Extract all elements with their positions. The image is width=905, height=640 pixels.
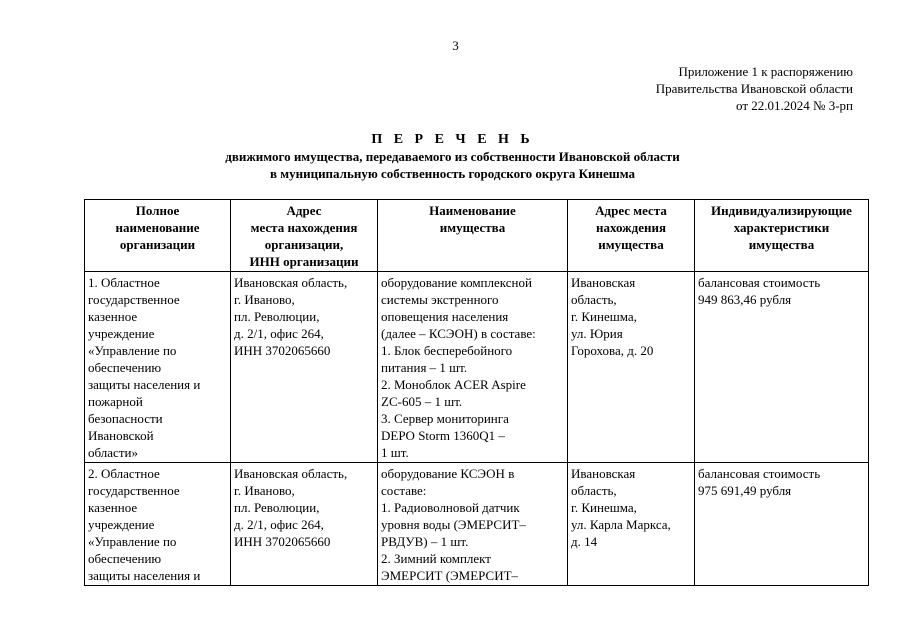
- cell-org-address: Ивановская область, г. Иваново, пл. Революции, д. 2/1, офис 264, ИНН 3702065660: [231, 463, 378, 586]
- title-heading: П Е Р Е Ч Е Н Ь: [371, 132, 534, 147]
- cell-organization: 1. Областное государственное казенное учреждение «Управление по обеспечению защиты населения и пожарной безопасности Ивановской области»: [85, 272, 231, 463]
- header-property-name: Наименование имущества: [378, 200, 568, 272]
- table-row: [85, 272, 869, 463]
- page-number: 3: [452, 38, 459, 53]
- cell-property: оборудование КСЭОН в составе: 1. Радиоволновой датчик уровня воды (ЭМЕРСИТ– РВДУВ) – 1 шт. 2. Зимний комплект ЭМЕРСИТ (ЭМЕРСИТ–: [378, 463, 568, 586]
- cell-organization: 2. Областное государственное казенное учреждение «Управление по обеспечению защиты населения и: [85, 463, 231, 586]
- document-title: [0, 131, 905, 182]
- table-row: [85, 463, 869, 586]
- cell-org-address: Ивановская область, г. Иваново, пл. Революции, д. 2/1, офис 264, ИНН 3702065660: [231, 272, 378, 463]
- cell-location: Ивановская область, г. Кинешма, ул. Юрия Горохова, д. 20: [568, 272, 695, 463]
- header-property-location: Адрес места нахождения имущества: [568, 200, 695, 272]
- appendix-line: Приложение 1 к распоряжению: [678, 64, 853, 79]
- header-characteristics: Индивидуализирующие характеристики имущества: [695, 200, 869, 272]
- cell-property: оборудование комплексной системы экстренного оповещения населения (далее – КСЭОН) в составе: 1. Блок бесперебойного питания – 1 шт. 2. Моноблок ACER Aspire ZC-605 – 1 шт. 3. Сервер мониторинга DEPO Storm 1360Q1 – 1 шт.: [378, 272, 568, 463]
- cell-characteristics: балансовая стоимость 975 691,49 рубля: [695, 463, 869, 586]
- title-line: движимого имущества, передаваемого из собственности Ивановской области: [225, 149, 680, 164]
- cell-location: Ивановская область, г. Кинешма, ул. Карла Маркса, д. 14: [568, 463, 695, 586]
- header-organization: Полное наименование организации: [85, 200, 231, 272]
- property-table: [84, 199, 869, 586]
- appendix-line: Правительства Ивановской области: [655, 81, 853, 96]
- header-org-address: Адрес места нахождения организации, ИНН организации: [231, 200, 378, 272]
- appendix-note: [656, 63, 853, 114]
- title-line: в муниципальную собственность городского округа Кинешма: [269, 166, 636, 181]
- cell-characteristics: балансовая стоимость 949 863,46 рубля: [695, 272, 869, 463]
- appendix-line: от 22.01.2024 № 3-рп: [736, 98, 853, 113]
- table-header-row: [85, 200, 869, 272]
